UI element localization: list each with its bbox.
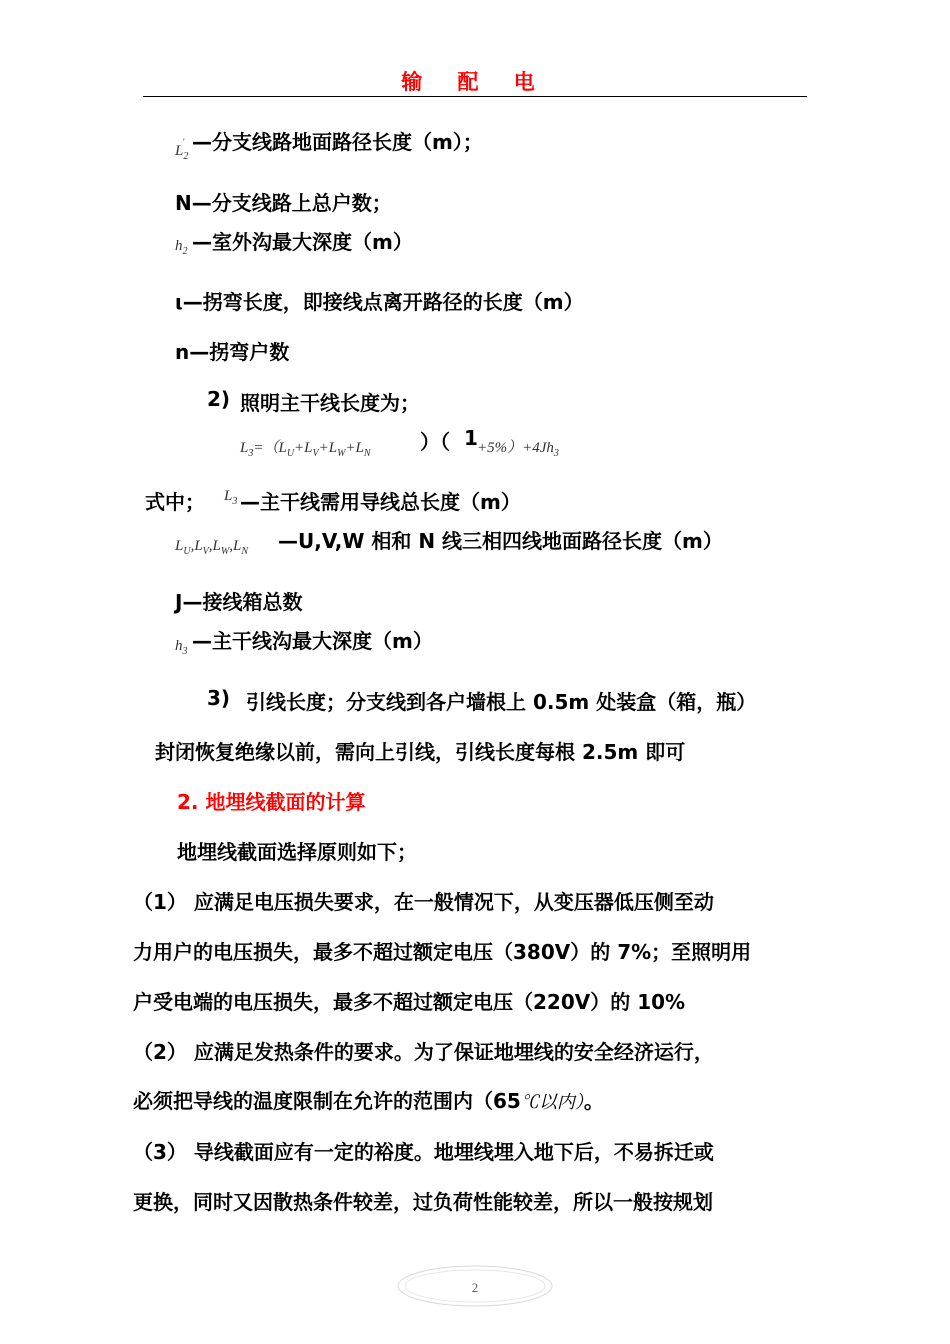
paragraph-line: 更换，同时又因散热条件较差，过负荷性能较差，所以一般按规划 bbox=[133, 1190, 713, 1214]
symbol-l2-prime: $L_2'$ bbox=[175, 137, 189, 162]
paragraph-intro: 地埋线截面选择原则如下； bbox=[177, 840, 417, 864]
paragraph-line: 户受电端的电压损失，最多不超过额定电压（220V）的 10% bbox=[133, 990, 686, 1014]
item-text-2: 照明主干线长度为； bbox=[240, 391, 420, 415]
definition-l3: —主干线需用导线总长度（m） bbox=[240, 490, 521, 514]
definition-h3: —主干线沟最大深度（m） bbox=[192, 629, 433, 653]
symbol-lu-lv-lw-ln: $L_U,L_V,L_W,L_N$ bbox=[175, 538, 248, 557]
paragraph-line: 力用户的电压损失，最多不超过额定电压（380V）的 7%；至照明用 bbox=[133, 940, 752, 964]
formula-l3: $L_3=(L_U+L_V+L_W+L_N$ bbox=[240, 440, 371, 459]
definition-j: J—接线箱总数 bbox=[175, 590, 303, 614]
formula-tail: $+5\%)+4Jh_3$ bbox=[477, 440, 559, 459]
page-header-title: 输 配 电 bbox=[401, 70, 549, 94]
section-heading: 2. 地埋线截面的计算 bbox=[177, 790, 366, 814]
definition-n-turns: n—拐弯户数 bbox=[175, 340, 290, 364]
paragraph-line: （2） 应满足发热条件的要求。为了保证地埋线的安全经济运行， bbox=[133, 1040, 714, 1064]
definition-lu-lv-lw-ln: —U,V,W 相和 N 线三相四线地面路径长度（m） bbox=[278, 529, 723, 553]
formula-one: 1 bbox=[464, 426, 478, 450]
paragraph-line: （3） 导线截面应有一定的裕度。地埋线埋入地下后，不易拆迁或 bbox=[133, 1140, 714, 1164]
symbol-h3: $h_3$ bbox=[175, 638, 188, 657]
definition-h2: —室外沟最大深度（m） bbox=[192, 230, 413, 254]
where-prefix: 式中； bbox=[145, 490, 205, 514]
item-number-2: 2) bbox=[207, 387, 231, 411]
symbol-l3: $L_3$ bbox=[224, 488, 238, 507]
header-rule bbox=[143, 96, 807, 97]
page-number: 2 bbox=[471, 1280, 479, 1295]
paragraph-line: （1） 应满足电压损失要求，在一般情况下，从变压器低压侧至动 bbox=[133, 890, 714, 914]
symbol-h2: $h_2$ bbox=[175, 238, 188, 257]
item-text-3: 引线长度；分支线到各户墙根上 0.5m 处装盒（箱，瓶） bbox=[246, 690, 757, 714]
formula-bracket: ）（ bbox=[420, 430, 450, 454]
item-text-3-cont: 封闭恢复绝缘以前，需向上引线，引线长度每根 2.5m 即可 bbox=[155, 740, 686, 764]
definition-n: N—分支线路上总户数； bbox=[175, 191, 392, 215]
item-number-3: 3) bbox=[207, 686, 231, 710]
definition-l2: —分支线路地面路径长度（m）； bbox=[192, 130, 483, 154]
paragraph-line: 必须把导线的温度限制在允许的范围内（65℃以内）。 bbox=[133, 1089, 604, 1113]
definition-iota: ι—拐弯长度，即接线点离开路径的长度（m） bbox=[175, 290, 584, 314]
